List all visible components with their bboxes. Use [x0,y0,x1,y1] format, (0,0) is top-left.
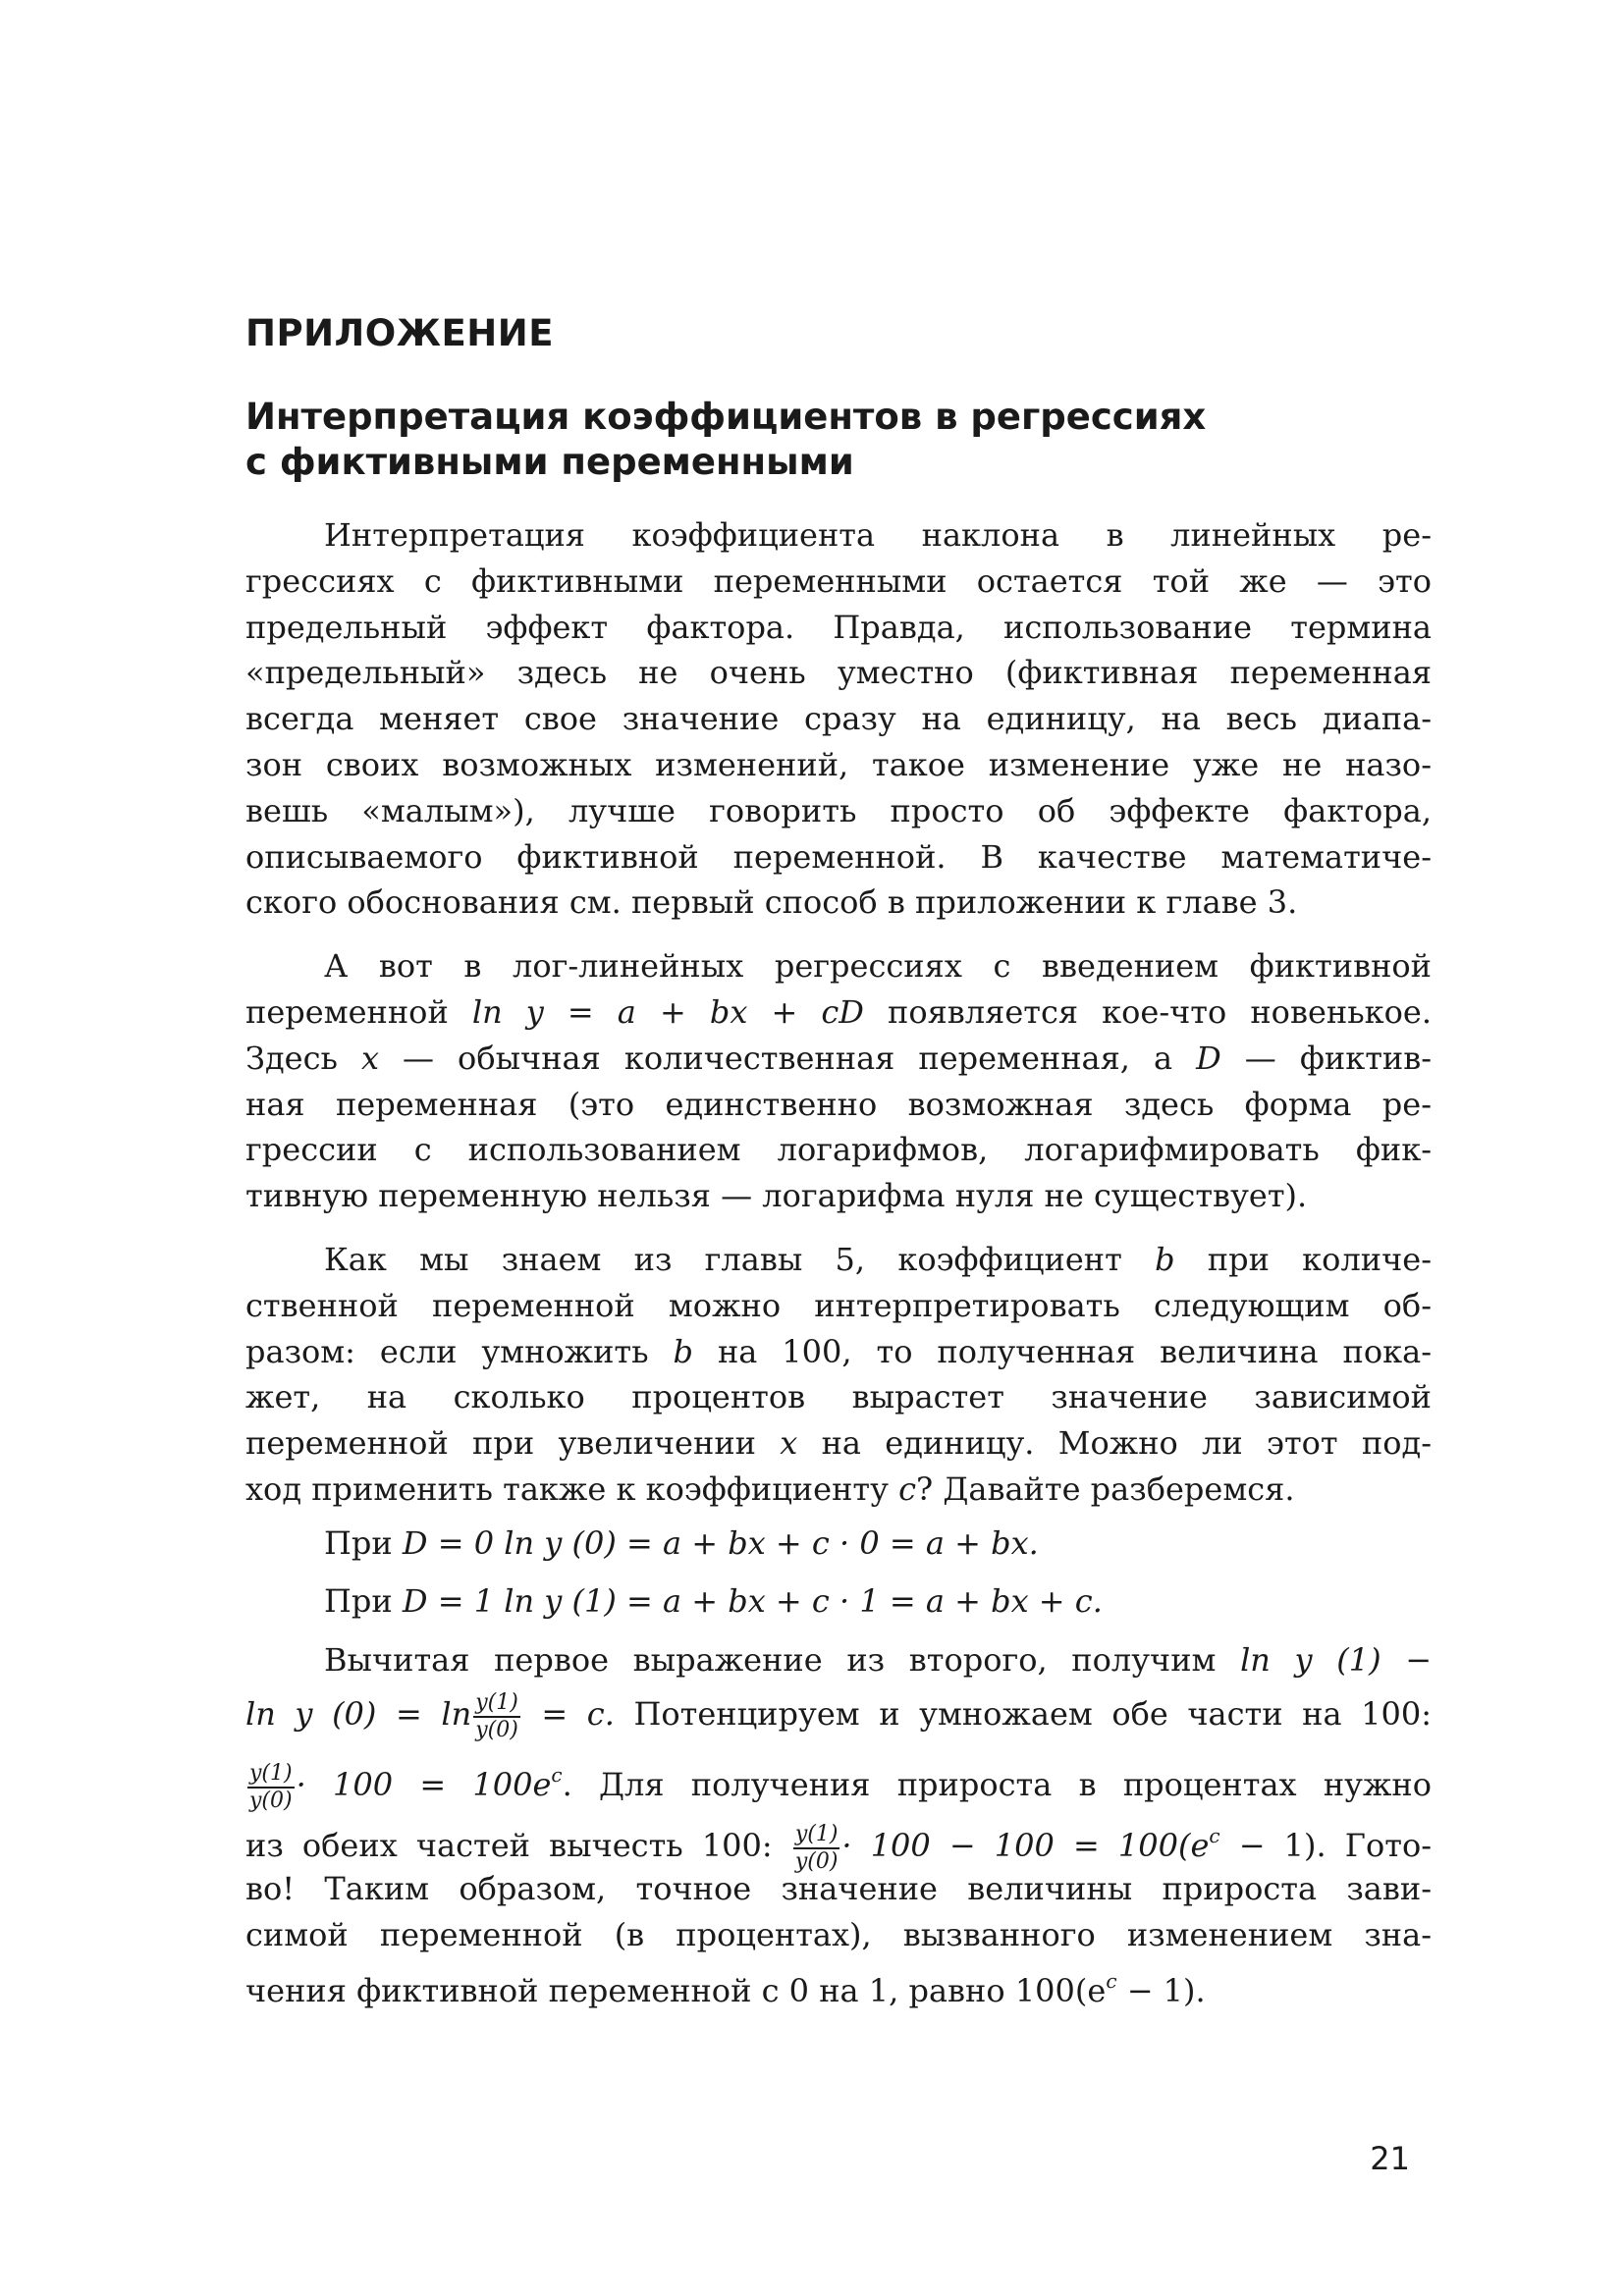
paragraph-3 [245,1237,1432,1513]
p4-text: Вычитая первое выражение из второго, получим [324,1641,1217,1680]
variable-D: D [1196,1039,1221,1077]
p2-text: появляется кое-что новенькое. [888,992,1433,1031]
p3-line: жет, на сколько процентов вырастет значение зависимой [245,1378,1432,1416]
paragraph-2 [245,943,1432,1219]
equation-expression: D = 0 ln y (0) = a + bx + c · 0 = a + bx. [402,1523,1039,1562]
page-number: 21 [1370,2140,1410,2177]
log-linear-equation: ln y = a + bx + cD [471,992,864,1031]
p4-line: симой переменной (в процентах), вызванного изменением зна- [245,1915,1432,1953]
equation-expression: D = 1 ln y (1) = a + bx + c · 1 = a + bx + c. [402,1581,1103,1620]
p1-line: зон своих возможных изменений, такое изменение уже не назо- [245,745,1432,783]
section-title-line-2: с фиктивными переменными [245,441,854,483]
variable-b: b [673,1332,693,1370]
p2-text: Здесь [245,1039,338,1077]
p2-text: переменной [245,992,449,1031]
fraction-denominator: y(0) [794,1848,839,1874]
exponent-c: c [1209,1824,1220,1848]
p4-text: чения фиктивной переменной с 0 на 1, равно 100(e [245,1971,1107,2009]
p2-text: — обычная количественная переменная, а [403,1039,1173,1077]
equation-d1 [324,1578,1432,1625]
p4-line [245,1683,1432,1744]
p3-text: переменной при увеличении [245,1424,756,1463]
p1-line: ского обоснования см. первый способ в приложении к главе 3. [245,883,1298,922]
p1-line: всегда меняет свое значение сразу на единицу, на весь диапа- [245,700,1432,738]
p4-math: ln y (0) = ln [245,1695,472,1734]
p2-line: грессии с использованием логарифмов, логарифмировать фик- [245,1131,1432,1169]
p1-line: грессиях с фиктивными переменными остается той же — это [245,561,1432,600]
p2-line [245,989,1432,1036]
p3-line [245,1237,1432,1283]
equation-prefix: При [324,1523,393,1562]
p3-text: на 100, то полученная величина пока- [717,1332,1433,1370]
p4-text: − 1). [1126,1971,1206,2009]
p3-text: разом: если умножить [245,1332,649,1370]
p1-line: предельный эффект фактора. Правда, использование термина [245,608,1432,646]
p4-math: · 100 − 100 = 100(e [841,1827,1210,1865]
p4-line [245,1958,1432,2009]
fraction-numerator: y(1) [793,1822,840,1849]
p3-text: ход применить также к коэффициенту [245,1469,889,1508]
p2-line: А вот в лог-линейных регрессиях с введением фиктивной [324,947,1432,986]
equation-d0 [324,1521,1432,1567]
paragraph-4 [245,1637,1433,2009]
p1-line: Интерпретация коэффициента наклона в линейных ре- [324,516,1432,554]
p4-math: · 100 = 100e [296,1766,552,1804]
p4-line [245,1805,1433,1874]
p4-math: = c. [541,1695,615,1734]
body-text [245,512,1432,2022]
p3-line: ственной переменной можно интерпретировать следующим об- [245,1286,1432,1324]
variable-b: b [1155,1240,1175,1278]
p4-math: ln y (1) − [1240,1641,1433,1680]
p4-line [245,1744,1433,1813]
p2-line: ная переменная (это единственно возможная здесь форма ре- [245,1085,1432,1123]
equation-prefix: При [324,1581,393,1620]
section-title [245,395,1424,485]
p4-text: . Для получения прироста в процентах нужно [562,1766,1433,1804]
p2-line [245,1036,1432,1082]
paragraph-1 [245,512,1432,926]
p4-text: − 1). Гото- [1238,1827,1433,1865]
variable-c: c [898,1469,917,1508]
p3-line [245,1467,1432,1513]
p1-line: «предельный» здесь не очень уместно (фиктивная переменная [245,654,1432,692]
p1-line: описываемого фиктивной переменной. В качестве математиче- [245,837,1432,876]
p3-text: при количе- [1207,1240,1433,1278]
section-title-line-1: Интерпретация коэффициентов в регрессиях [245,396,1207,438]
ratio-fraction [473,1690,520,1743]
fraction-denominator: y(0) [475,1717,518,1742]
p3-text: ? Давайте разберемся. [916,1469,1295,1508]
fraction-numerator: y(1) [473,1690,520,1718]
appendix-heading: ПРИЛОЖЕНИЕ [245,312,555,354]
variable-x: x [780,1424,798,1463]
p4-text: из обеих частей вычесть 100: [245,1827,773,1865]
fraction-numerator: y(1) [247,1761,295,1789]
p3-line [245,1329,1432,1375]
p3-line [245,1420,1432,1467]
fraction-denominator: y(0) [249,1788,293,1813]
p3-text: на единицу. Можно ли этот под- [821,1424,1433,1463]
p3-text: Как мы знаем из главы 5, коэффициент [324,1240,1122,1278]
variable-x: x [360,1039,379,1077]
p2-text: — фиктив- [1244,1039,1433,1077]
p1-line: вешь «малым»), лучше говорить просто об эффекте фактора, [245,791,1432,829]
p2-line: тивную переменную нельзя — логарифма нуля не существует). [245,1177,1308,1215]
p4-text: Потенцируем и умножаем обе части на 100: [633,1695,1433,1734]
exponent-c: c [1106,1968,1117,1993]
p4-line: во! Таким образом, точное значение величины прироста зави- [245,1870,1432,1908]
exponent-c: c [551,1763,563,1788]
p4-line [245,1637,1432,1683]
